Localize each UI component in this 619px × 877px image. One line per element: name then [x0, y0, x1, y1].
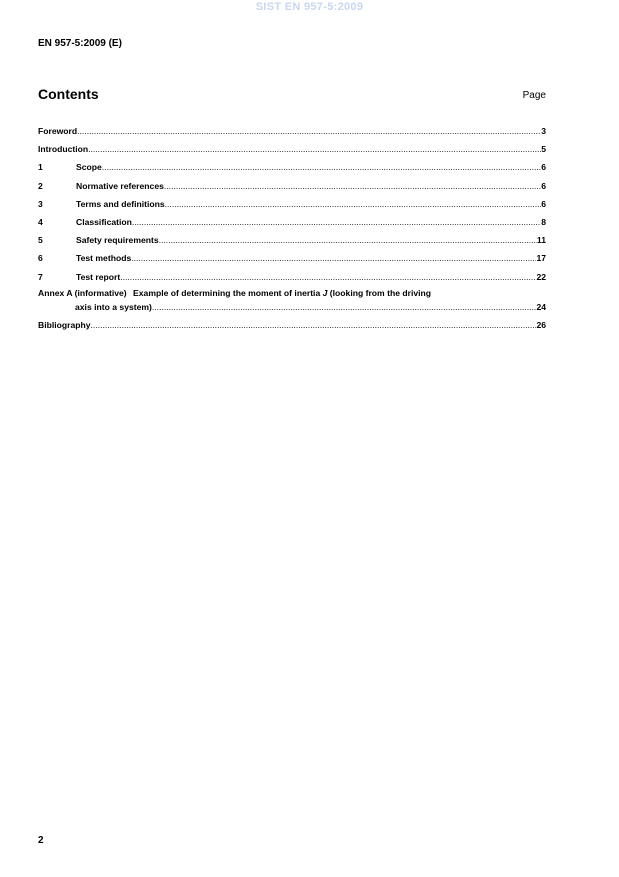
toc-entry-page: 6: [541, 162, 546, 173]
toc-entry-title: Test report: [76, 271, 121, 282]
toc-entry-page: 26: [536, 319, 546, 330]
annex-title-continuation: axis into a system): [75, 301, 152, 312]
toc-entry-page: 8: [541, 216, 546, 227]
toc-entry-test-methods[interactable]: [38, 251, 546, 263]
toc-entry-title: Classification: [76, 216, 132, 227]
table-of-contents: [38, 124, 546, 336]
toc-entry-title: Foreword: [38, 126, 78, 136]
toc-entry-annex-a[interactable]: [38, 288, 546, 312]
toc-entry-number: 4: [38, 216, 43, 227]
annex-title-part-2: (looking from the driving: [327, 287, 432, 298]
toc-entry-title: Safety requirements: [76, 235, 159, 246]
page-number: 2: [38, 835, 44, 846]
toc-leader-dots: [165, 199, 542, 209]
toc-entry-introduction[interactable]: [38, 142, 546, 154]
toc-entry-safety-requirements[interactable]: [38, 233, 546, 245]
toc-entry-page: 24: [536, 301, 546, 312]
toc-leader-dots: [102, 162, 541, 172]
toc-entry-foreword[interactable]: [38, 124, 546, 136]
toc-entry-title: Terms and definitions: [76, 198, 165, 209]
toc-entry-scope[interactable]: [38, 160, 546, 172]
annex-prefix: Annex A (informative): [38, 287, 127, 298]
toc-entry-number: 3: [38, 198, 43, 209]
toc-entry-title: Introduction: [38, 144, 89, 155]
toc-leader-dots: [120, 272, 536, 282]
toc-entry-normative-references[interactable]: [38, 179, 546, 191]
annex-title-line-2: [38, 300, 546, 312]
toc-entry-title: Normative references: [76, 180, 164, 191]
toc-entry-page: 6: [541, 198, 546, 209]
toc-entry-bibliography[interactable]: [38, 318, 546, 330]
toc-entry-page: 22: [536, 271, 546, 282]
toc-entry-terms-and-definitions[interactable]: [38, 197, 546, 209]
toc-leader-dots: [131, 253, 536, 263]
toc-entry-page: 17: [536, 253, 546, 264]
toc-leader-dots: [152, 302, 537, 312]
toc-leader-dots: [91, 320, 537, 330]
toc-entry-number: 2: [38, 180, 43, 191]
toc-entry-page: 6: [541, 180, 546, 191]
toc-entry-page: 11: [536, 235, 546, 246]
toc-leader-dots: [132, 217, 541, 227]
toc-leader-dots: [159, 235, 537, 245]
annex-title-line-1: [38, 288, 546, 300]
toc-leader-dots: [77, 126, 541, 136]
toc-entry-number: 7: [38, 271, 43, 282]
page-column-label: Page: [522, 90, 546, 101]
annex-symbol: J: [322, 287, 328, 298]
toc-entry-title: Scope: [76, 162, 102, 173]
document-id: EN 957-5:2009 (E): [38, 38, 122, 49]
contents-heading: Contents: [38, 86, 99, 102]
toc-entry-number: 1: [38, 162, 43, 173]
toc-entry-title: Bibliography: [38, 319, 91, 330]
toc-entry-number: 6: [38, 253, 43, 264]
watermark: SIST EN 957-5:2009: [255, 1, 364, 13]
toc-entry-number: 5: [38, 235, 43, 246]
annex-title-part-1: Example of determining the moment of inertia: [133, 287, 323, 298]
toc-entry-page: 3: [541, 126, 546, 136]
toc-entry-classification[interactable]: [38, 215, 546, 227]
toc-entry-test-report[interactable]: [38, 270, 546, 282]
toc-leader-dots: [164, 181, 541, 191]
toc-entry-title: Test methods: [76, 253, 132, 264]
toc-entry-page: 5: [541, 144, 546, 155]
toc-leader-dots: [88, 144, 541, 154]
